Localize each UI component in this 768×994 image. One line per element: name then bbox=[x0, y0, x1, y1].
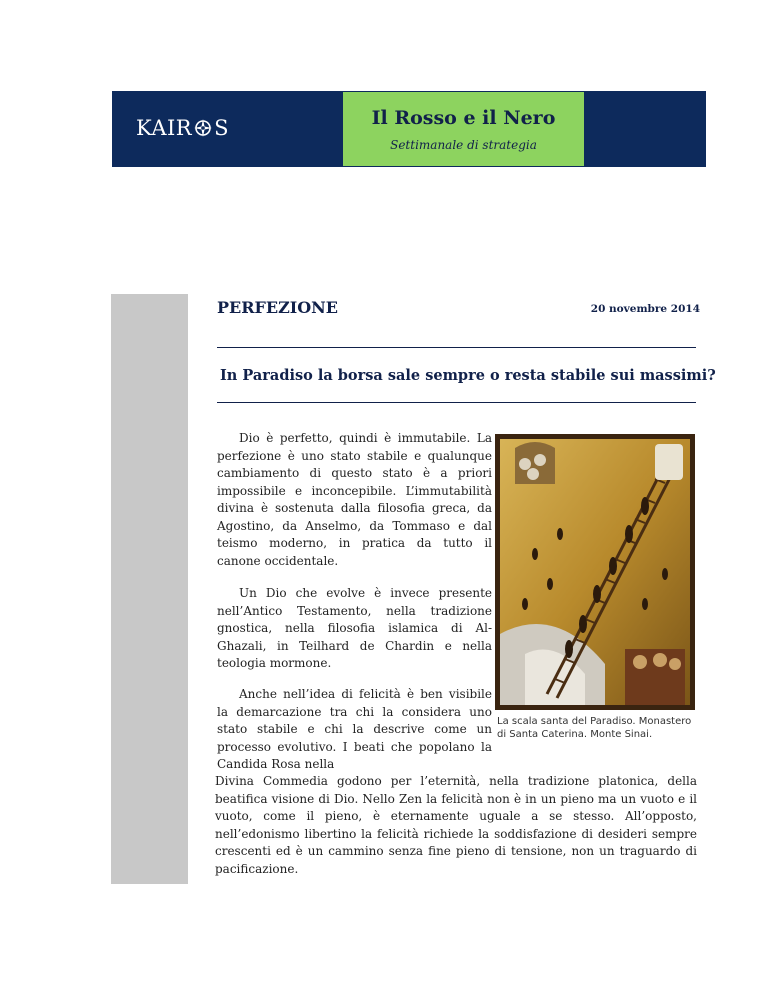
logo-text-left: KAIR bbox=[136, 116, 193, 140]
ladder-icon-painting bbox=[495, 434, 695, 710]
section-title: PERFEZIONE bbox=[217, 298, 338, 317]
article-date: 20 novembre 2014 bbox=[590, 303, 700, 315]
figure-caption: La scala santa del Paradiso. Monastero di Santa Caterina. Monte Sinai. bbox=[497, 716, 692, 740]
divider-top bbox=[217, 347, 696, 348]
side-bar bbox=[111, 294, 188, 884]
article-headline: In Paradiso la borsa sale sempre o resta stabile sui massimi? bbox=[220, 367, 716, 384]
header-banner-center bbox=[343, 91, 584, 167]
paragraph-3-continued: Divina Commedia godono per l’eternità, nella tradizione platonica, della beatifica visione di Dio. Nello Zen la felicità non è in un pieno ma un vuoto e il vuoto, come il pieno, è eternamente uguale a se stesso. All’opposto, nell’edonismo libertino la felicità richiede la soddisfazione di desideri sempre crescenti ed è un cammino senza fine pieno di tensione, non un traguardo di pacificazione. bbox=[215, 774, 697, 876]
publication-subtitle: Settimanale di strategia bbox=[390, 138, 537, 152]
header-banner-right bbox=[584, 91, 706, 167]
paragraph-1: Dio è perfetto, quindi è immutabile. La perfezione è uno stato stabile e qualunque cambiamento di questo stato è a priori impossibile e inconcepibile. L’immutabilità divina è sostenuta dalla filosofia greca, da Agostino, da Anselmo, da Tommaso e dal teismo moderno, in pratica da tutto il canone occidentale. bbox=[217, 431, 492, 568]
divider-bottom bbox=[217, 402, 696, 403]
paragraph-2: Un Dio che evolve è invece presente nell’Antico Testamento, nella tradizione gnostica, nella filosofia islamica di Al-Ghazali, in Teilhard de Chardin e nella teologia mormone. bbox=[217, 586, 492, 670]
logo-text-right: S bbox=[214, 116, 230, 140]
paragraph-3-start: Anche nell’idea di felicità è ben visibile la demarcazione tra chi la considera uno stato stabile e chi la descrive come un processo evolutivo. I beati che popolano la Candida Rosa nella bbox=[217, 687, 492, 771]
publication-title: Il Rosso e il Nero bbox=[371, 107, 556, 129]
compass-rose-icon bbox=[193, 118, 213, 138]
kairos-logo bbox=[136, 116, 229, 140]
